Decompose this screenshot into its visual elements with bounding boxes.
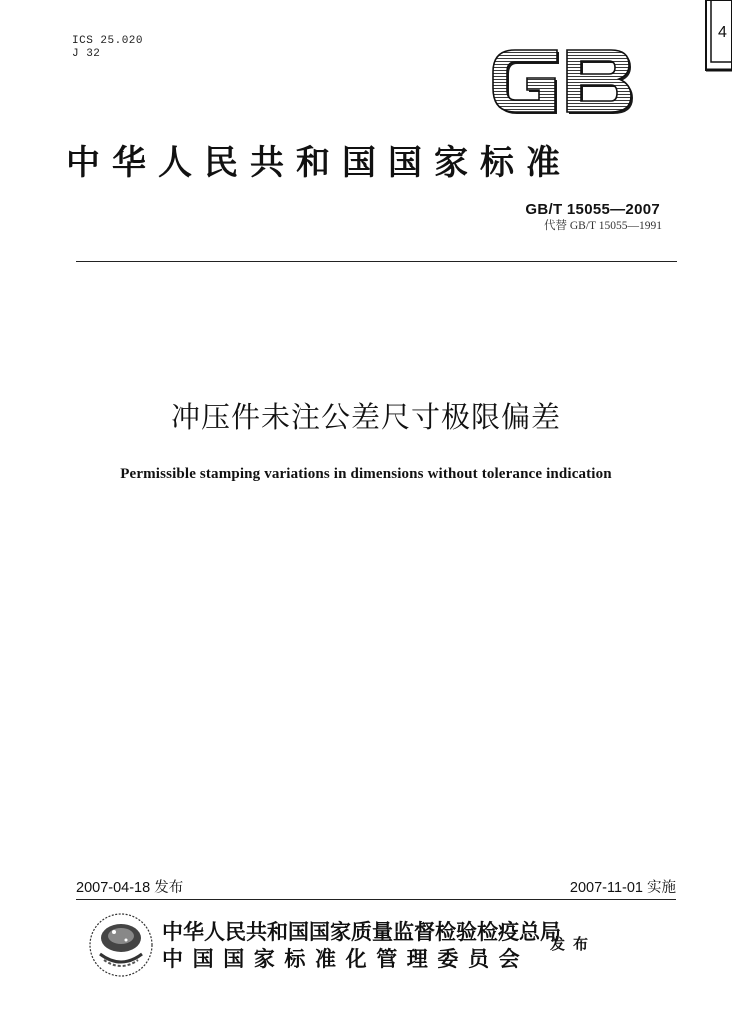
implementation-date: 2007-11-01 实施 bbox=[569, 880, 676, 896]
national-standard-title: 中华人民共和国国家标准 bbox=[66, 143, 572, 183]
header-divider bbox=[76, 261, 677, 262]
issuer-aqsiq: 中华人民共和国国家质量监督检验检疫总局 bbox=[162, 919, 561, 944]
edge-fragment-text: 4 bbox=[718, 24, 727, 41]
ics-code: ICS 25.020 bbox=[72, 35, 144, 47]
gb-logo bbox=[487, 42, 635, 116]
standard-number: GB/T 15055—2007 bbox=[525, 201, 660, 218]
replaces-standard: 代替 GB/T 15055—1991 bbox=[544, 220, 662, 232]
publish-label: 发布 bbox=[550, 935, 597, 953]
footer-divider bbox=[76, 899, 676, 900]
document-title-cn: 冲压件未注公差尺寸极限偏差 bbox=[170, 400, 561, 434]
issuer-sac: 中国国家标准化管理委员会 bbox=[162, 946, 530, 971]
edge-fragment bbox=[704, 0, 732, 74]
issue-date: 2007-04-18 发布 bbox=[76, 880, 184, 896]
classification-code: J 32 bbox=[72, 48, 101, 60]
seal-emblem bbox=[86, 910, 156, 980]
document-title-en: Permissible stamping variations in dimensions without tolerance indication bbox=[120, 466, 612, 482]
